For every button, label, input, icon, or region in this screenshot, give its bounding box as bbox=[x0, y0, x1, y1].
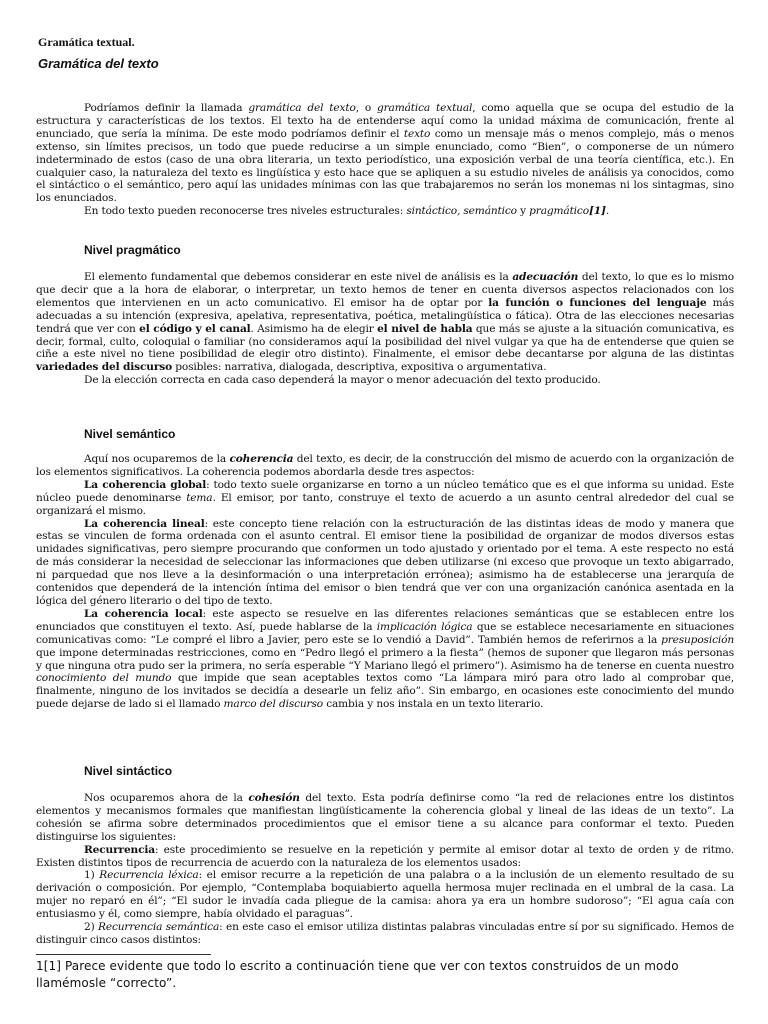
text-run: En todo texto pueden reconocerse tres niveles estructurales: bbox=[84, 205, 407, 218]
text-run: que impone determinadas restricciones, como en “Pedro llegó el primero a la fiesta” (hemos de suponer que llegaron más personas y que ninguna otra pudo ser la primera, no sería esperable “Y Mariano llegó el primero”). Asimismo ha de tenerse en cuenta nuestro bbox=[36, 646, 734, 672]
text-run: De la elección correcta en cada caso dependerá la mayor o menor adecuación del texto producido. bbox=[84, 374, 601, 387]
text-run: La coherencia global bbox=[84, 478, 207, 491]
text-run: : este concepto tiene relación con la estructuración de las distintas ideas de modo y manera que estas se vinculen de forma ordenada con el asunto central. El emisor tiene la posibilidad de organizar de modos diversos estas unidades significativas, pero siempre procurando que conformen un todo ajustado y orientado por el tema. A este respecto no está de más considerar la necesidad de seleccionar las informaciones que deben utilizarse (ni exceso que provoque un texto abigarrado, ni parquedad que nos lleve a la desinformación o una interpretación errónea); asimismo ha de establecerse una jerarquía de contenidos que dependerá de la intención íntima del emisor o bien tendrá que ver con una organización canónica asentada en la lógica del género literario o del tipo de texto. bbox=[36, 517, 735, 607]
text-run: como un mensaje más o menos complejo, más o menos extenso, sin límites precisos, un todo que puede reducirse a un simple enunciado, como “Bien”, o componerse de un número indeterminado de estos (caso de una obra literaria, un texto periodístico, una exposición verbal de una teoría científica, etc.). En cualquier caso, la naturaleza del texto es lingüística y esto hace que se apliquen a su estudio niveles de análisis ya conocidos, como el sintáctico o el semántico, pero aquí las unidades mínimas con las que trabajaremos no serán los monemas ni los sintagmas, sino los enunciados. bbox=[36, 127, 734, 205]
text-run: el código y el canal bbox=[139, 322, 251, 335]
text-run: : en este caso el emisor utiliza distintas palabras vinculadas entre sí por su significado. Hemos de distinguir cinco casos distintos: bbox=[36, 921, 734, 946]
text-run: adecuación bbox=[512, 271, 579, 283]
text-run: gramática textual bbox=[377, 102, 473, 114]
text-run: sintáctico, semántico bbox=[406, 205, 517, 218]
text-run: que se establece necesariamente en situaciones comunicativas como: “Le compré el libro a Javier, pero este se lo vendió a David”. También hemos de referirnos a la bbox=[36, 620, 734, 646]
intro-section bbox=[36, 102, 734, 218]
text-run: la función o funciones del lenguaje bbox=[488, 296, 707, 309]
text-run: y bbox=[516, 205, 530, 218]
coherencia-lineal-paragraph bbox=[36, 518, 734, 608]
heading-nivel-sintactico: Nivel sintáctico bbox=[84, 764, 173, 778]
text-run: 2) bbox=[84, 921, 99, 934]
heading-nivel-pragmatico: Nivel pragmático bbox=[84, 243, 181, 257]
text-run: conocimiento del mundo bbox=[36, 672, 172, 685]
recurrencia-semantica-paragraph bbox=[36, 921, 734, 947]
intro-paragraph-2 bbox=[36, 205, 734, 218]
document-title: Gramática textual. bbox=[38, 35, 135, 49]
text-run: del texto, es decir, de la construcción del mismo de acuerdo con la organización de los elementos significativos. La coherencia podemos abordarla desde tres aspectos: bbox=[36, 453, 735, 478]
text-run: [1] bbox=[588, 205, 606, 218]
text-run: cambia y nos instala en un texto literario. bbox=[322, 698, 544, 711]
text-run: Podríamos definir la llamada bbox=[84, 102, 249, 114]
text-run: variedades del discurso bbox=[36, 361, 173, 374]
heading-nivel-semantico: Nivel semántico bbox=[84, 427, 176, 441]
text-run: marco del discurso bbox=[223, 698, 323, 711]
text-run: : este aspecto se resuelve en las diferentes relaciones semánticas que se establecen entre los enunciados que constituyen el texto. Así, puede hablarse de la bbox=[36, 607, 734, 633]
recurrencia-lexica-paragraph bbox=[36, 869, 734, 921]
text-run: coherencia bbox=[229, 453, 294, 465]
text-run: cohesión bbox=[248, 792, 300, 804]
text-run: tema bbox=[186, 491, 213, 504]
sintactico-section bbox=[36, 792, 734, 947]
sintactico-paragraph-1 bbox=[36, 792, 734, 844]
text-run: El elemento fundamental que debemos considerar en este nivel de análisis es la bbox=[84, 271, 513, 283]
recurrencia-paragraph bbox=[36, 844, 734, 870]
text-run: posibles: narrativa, dialogada, descriptiva, expositiva o argumentativa. bbox=[172, 361, 547, 374]
text-run: Recurrencia léxica bbox=[99, 869, 199, 882]
text-run: presuposición bbox=[661, 633, 734, 646]
text-run: Recurrencia bbox=[84, 843, 155, 856]
text-run: Nos ocuparemos ahora de la bbox=[84, 792, 249, 804]
text-run: más adecuadas a su intención (expresiva, apelativa, representativa, poética, metalingüística o fática). Otra de las elecciones necesarias tendrá que ver con bbox=[36, 296, 734, 335]
text-run: , como aquella que se ocupa del estudio de la estructura y características de los textos. El texto ha de entenderse aquí como la unidad máxima de comunicación, frente al enunciado, que sería la mínima. De este modo podríamos definir el bbox=[36, 102, 734, 140]
text-run: , o bbox=[355, 102, 378, 114]
semantico-paragraph-1 bbox=[36, 453, 734, 479]
pragmatico-paragraph-1 bbox=[36, 271, 734, 374]
text-run: implicación lógica bbox=[376, 620, 473, 633]
text-run: Aquí nos ocuparemos de la bbox=[84, 453, 230, 465]
intro-paragraph-1 bbox=[36, 102, 734, 205]
text-run: pragmático bbox=[529, 205, 589, 218]
text-run: : todo texto suele organizarse en torno a un núcleo temático que es el que informa su unidad. Este núcleo puede denominarse bbox=[36, 478, 734, 504]
text-run: . El emisor, por tanto, construye el texto de acuerdo a un asunto central alrededor del cual se organizará el mismo. bbox=[36, 491, 734, 517]
coherencia-global-paragraph bbox=[36, 479, 734, 518]
text-run: : este procedimiento se resuelve en la repetición y permite al emisor dotar al texto de orden y de ritmo. Existen distintos tipos de recurrencia de acuerdo con la naturaleza de los elementos usados: bbox=[36, 843, 734, 869]
text-run: La coherencia local bbox=[84, 607, 203, 620]
text-run: Recurrencia semántica bbox=[98, 921, 220, 934]
pragmatico-paragraph-2 bbox=[36, 374, 734, 387]
semantico-section bbox=[36, 453, 734, 711]
footnote-1: 1[1] Parece evidente que todo lo escrito a continuación tiene que ver con textos construidos de un modo llamémosle “correcto”. bbox=[36, 959, 679, 990]
text-run: el nivel de habla bbox=[377, 322, 473, 335]
text-run: que impide que sean aceptables textos como “La lámpara miró para otro lado al comprobar que, finalmente, ninguno de los invitados se decidía a desearle un feliz año”. Sin embargo, en ocasiones este conocimiento del mundo puede dejarse de lado si el llamado bbox=[36, 672, 735, 711]
text-run: del texto. Esta podría definirse como “la red de relaciones entre los distintos elementos y mecanismos formales que manifiestan lingüísticamente la coherencia global y lineal de las ideas de un texto”. La cohesión se afirma sobre determinados procedimientos que el emisor tiene a su alcance para conformar el texto. Pueden distinguirse los siguientes: bbox=[36, 792, 734, 843]
text-run: del texto, lo que es lo mismo que decir que a la hora de elaborar, o interpretar, un texto hemos de tener en cuenta diversos aspectos relacionados con los elementos que intervienen en un acto comunicativo. El emisor ha de optar por bbox=[36, 271, 734, 309]
text-run: : el emisor recurre a la repetición de una palabra o a la inclusión de un elemento resultado de su derivación o composición. Por ejemplo, “Contemplaba boquiabierto aquella hermosa mujer reclinada en el umbral de la casa. La mujer no reparó en él”; “El sudor le invadía cada pliegue de la camisa: ahora ya era un hombre sudoroso”; “El agua caía con entusiasmo y él, como siempre, había olvidado el paraguas”. bbox=[36, 869, 735, 921]
text-run: gramática del texto bbox=[248, 102, 356, 114]
text-run: que más se ajuste a la situación comunicativa, es decir, formal, culto, coloquial o familiar (no consideramos aquí la posibilidad del nivel vulgar ya que ha de entenderse que quien se ciñe a este nivel no tiene posibilidad de elegir otro distinto). Finalmente, el emisor debe decantarse por alguna de las distintas bbox=[36, 322, 734, 361]
text-run: . Asimismo ha de elegir bbox=[250, 322, 378, 335]
text-run: texto bbox=[403, 127, 431, 140]
text-run: . bbox=[605, 205, 610, 218]
document-subtitle: Gramática del texto bbox=[38, 56, 159, 71]
text-run: La coherencia lineal bbox=[84, 517, 205, 530]
coherencia-local-paragraph bbox=[36, 608, 734, 711]
pragmatico-section bbox=[36, 271, 734, 387]
text-run: 1) bbox=[84, 869, 100, 882]
footnote-separator bbox=[36, 954, 211, 955]
